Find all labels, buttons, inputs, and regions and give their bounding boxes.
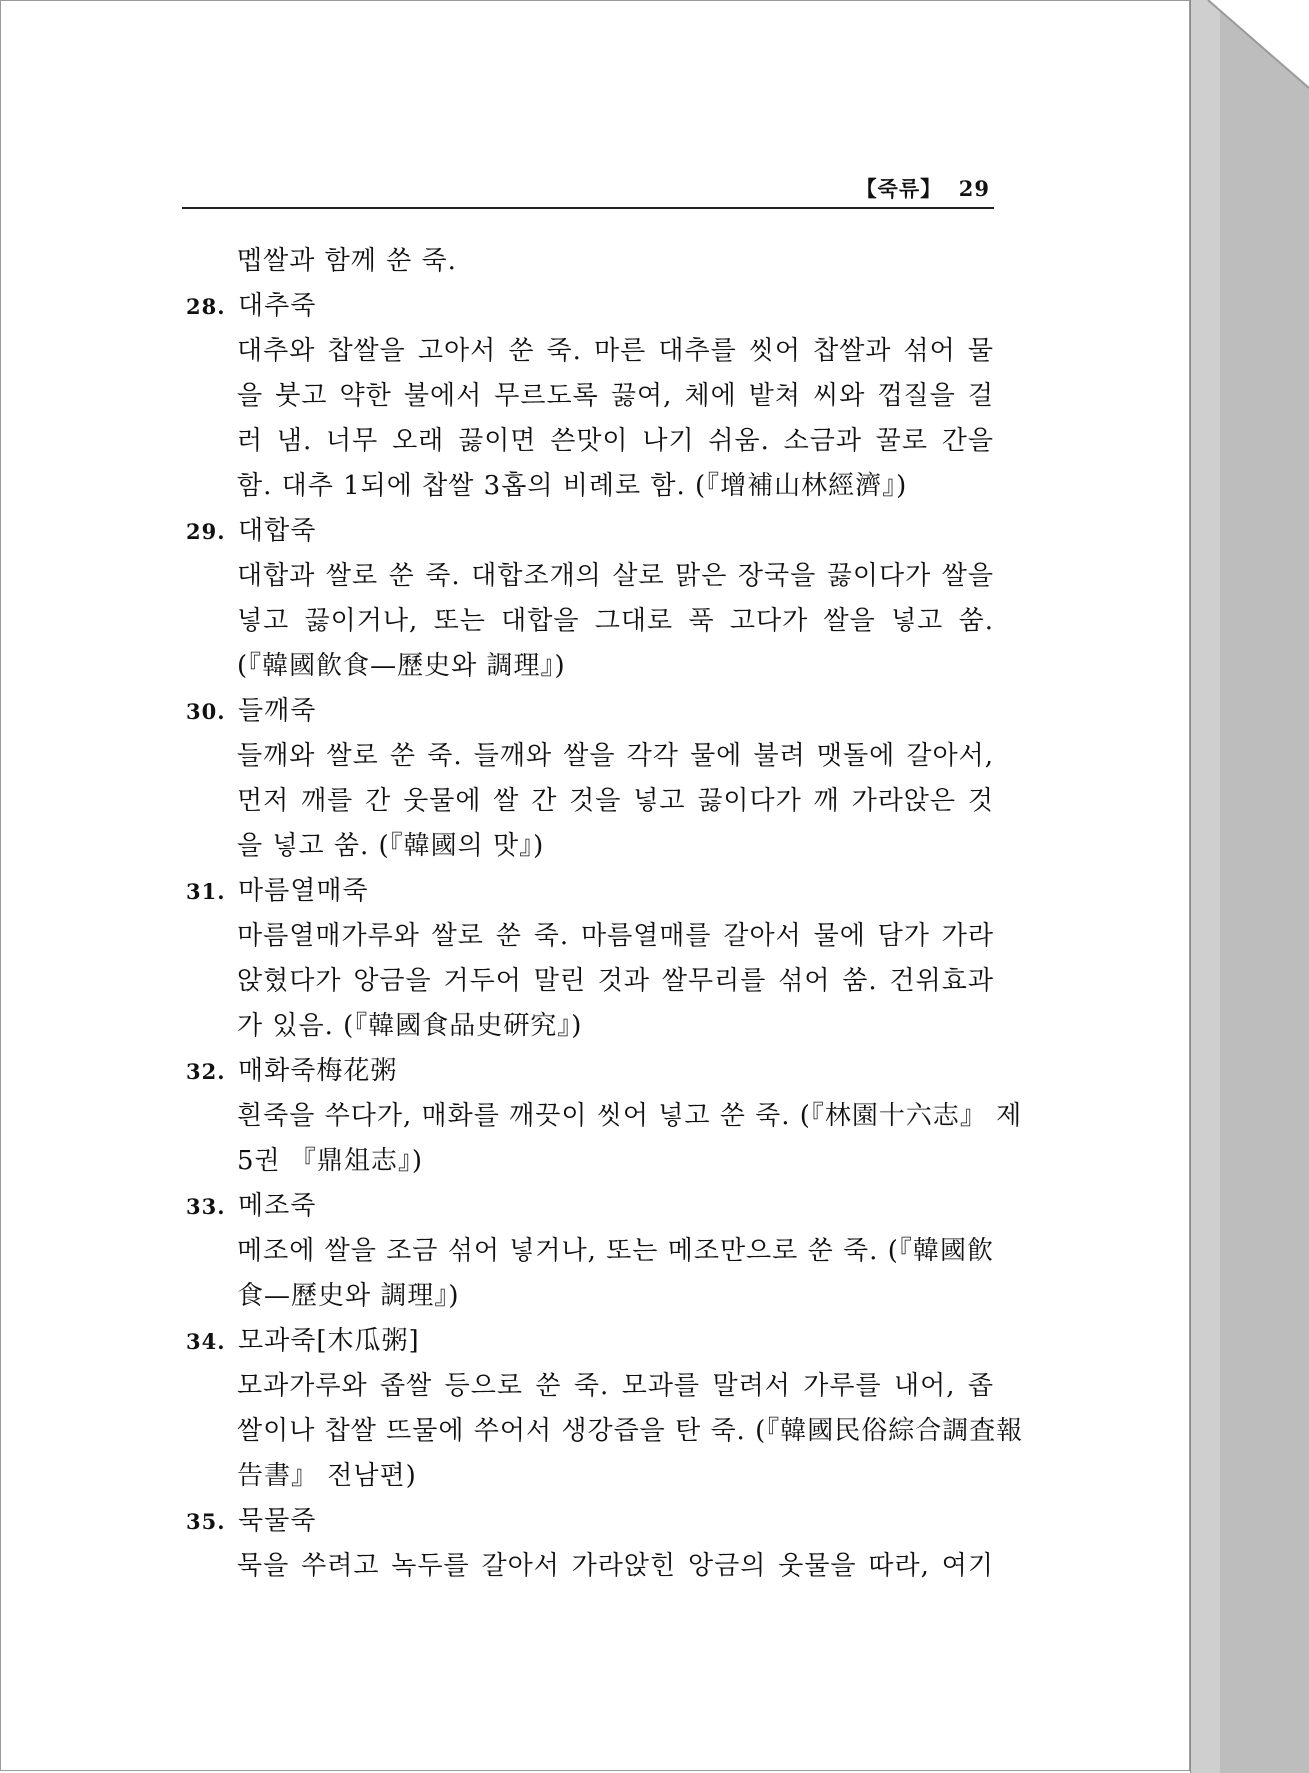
body-text-line: 가 있음. (『韓國食品史硏究』) [237, 1011, 583, 1041]
body-text-line: 대합과 쌀로 쑨 죽. 대합조개의 살로 맑은 장국을 끓이다가 쌀을 [237, 561, 994, 591]
entry-number: 29. [186, 519, 226, 544]
header-rule [182, 207, 994, 209]
body-text-line: 마름열매가루와 쌀로 쑨 죽. 마름열매를 갈아서 물에 담가 가라 [237, 921, 994, 951]
running-head [182, 169, 994, 209]
body-text-line: 흰죽을 쑤다가, 매화를 깨끗이 씻어 넣고 쑨 죽. (『林園十六志』 제 [237, 1101, 1023, 1131]
entry-number: 30. [186, 699, 226, 724]
body-text-line: 들깨와 쌀로 쑨 죽. 들깨와 쌀을 각각 물에 불려 맷돌에 갈아서, [237, 741, 994, 771]
entry-title [182, 689, 994, 734]
entry-number: 35. [186, 1509, 226, 1534]
entry-name: 대합죽 [238, 516, 317, 546]
entry-number: 31. [186, 879, 226, 904]
entry-number: 28. [186, 294, 226, 319]
entry-title [182, 1319, 994, 1364]
running-head-text [856, 173, 990, 203]
entry-name: 대추죽 [238, 291, 317, 321]
entry-title [182, 1184, 994, 1229]
entry-number: 32. [186, 1059, 226, 1084]
page-body [182, 239, 1024, 1589]
body-text-line: 대추와 찹쌀을 고아서 쑨 죽. 마른 대추를 씻어 찹쌀과 섞어 물 [237, 336, 994, 366]
body-text-line: 멥쌀과 함께 쑨 죽. [237, 246, 457, 276]
body-text-line: 5권 『鼎俎志』) [237, 1146, 424, 1176]
entry-title [182, 869, 994, 914]
section-label: 【죽류】 [855, 176, 943, 201]
body-text-line: 앉혔다가 앙금을 거두어 말린 것과 쌀무리를 섞어 쑴. 건위효과 [237, 966, 994, 996]
body-text-line: 메조에 쌀을 조금 섞어 넣거나, 또는 메조만으로 쑨 죽. (『韓國飮 [237, 1236, 994, 1266]
body-text-line: 을 넣고 쑴. (『韓國의 맛』) [237, 831, 545, 861]
body-text-line: 을 붓고 약한 불에서 무르도록 끓여, 체에 밭쳐 씨와 껍질을 걸 [237, 381, 994, 411]
book-edge-shadow [1190, 0, 1309, 1773]
body-text-line: 넣고 끓이거나, 또는 대합을 그대로 푹 고다가 쌀을 넣고 쑴. [237, 606, 994, 636]
entry-title [182, 1049, 994, 1094]
body-text-line: 먼저 깨를 간 웃물에 쌀 간 것을 넣고 끓이다가 깨 가라앉은 것 [237, 786, 994, 816]
body-text-line: 모과가루와 좁쌀 등으로 쑨 죽. 모과를 말려서 가루를 내어, 좁 [237, 1371, 994, 1401]
entry-title [182, 1499, 994, 1544]
entry-number: 33. [186, 1194, 226, 1219]
entry-number: 34. [186, 1329, 226, 1354]
body-text-line: (『韓國飮食—歷史와 調理』) [237, 651, 566, 681]
entry-name: 모과죽[木瓜粥] [238, 1326, 420, 1356]
body-text-line: 함. 대추 1되에 찹쌀 3홉의 비례로 함. (『增補山林經濟』) [237, 471, 908, 501]
body-text-line: 러 냄. 너무 오래 끓이면 쓴맛이 나기 쉬움. 소금과 꿀로 간을 [237, 426, 994, 456]
body-text-line: 묵을 쑤려고 녹두를 갈아서 가라앉힌 앙금의 웃물을 따라, 여기 [237, 1551, 994, 1581]
body-text-line: 食—歷史와 調理』) [237, 1281, 460, 1311]
entry-name: 묵물죽 [238, 1506, 317, 1536]
entry-name: 들깨죽 [238, 696, 317, 726]
entry-name: 매화죽梅花粥 [238, 1056, 398, 1086]
entry-title [182, 284, 994, 329]
body-text-line: 쌀이나 찹쌀 뜨물에 쑤어서 생강즙을 탄 죽. (『韓國民俗綜合調査報 [237, 1416, 1024, 1446]
entry-name: 메조죽 [238, 1191, 317, 1221]
entry-name: 마름열매죽 [238, 876, 369, 906]
body-text-line: 告書』 전남편) [237, 1461, 417, 1491]
entry-title [182, 509, 994, 554]
page-number: 29 [958, 176, 990, 201]
